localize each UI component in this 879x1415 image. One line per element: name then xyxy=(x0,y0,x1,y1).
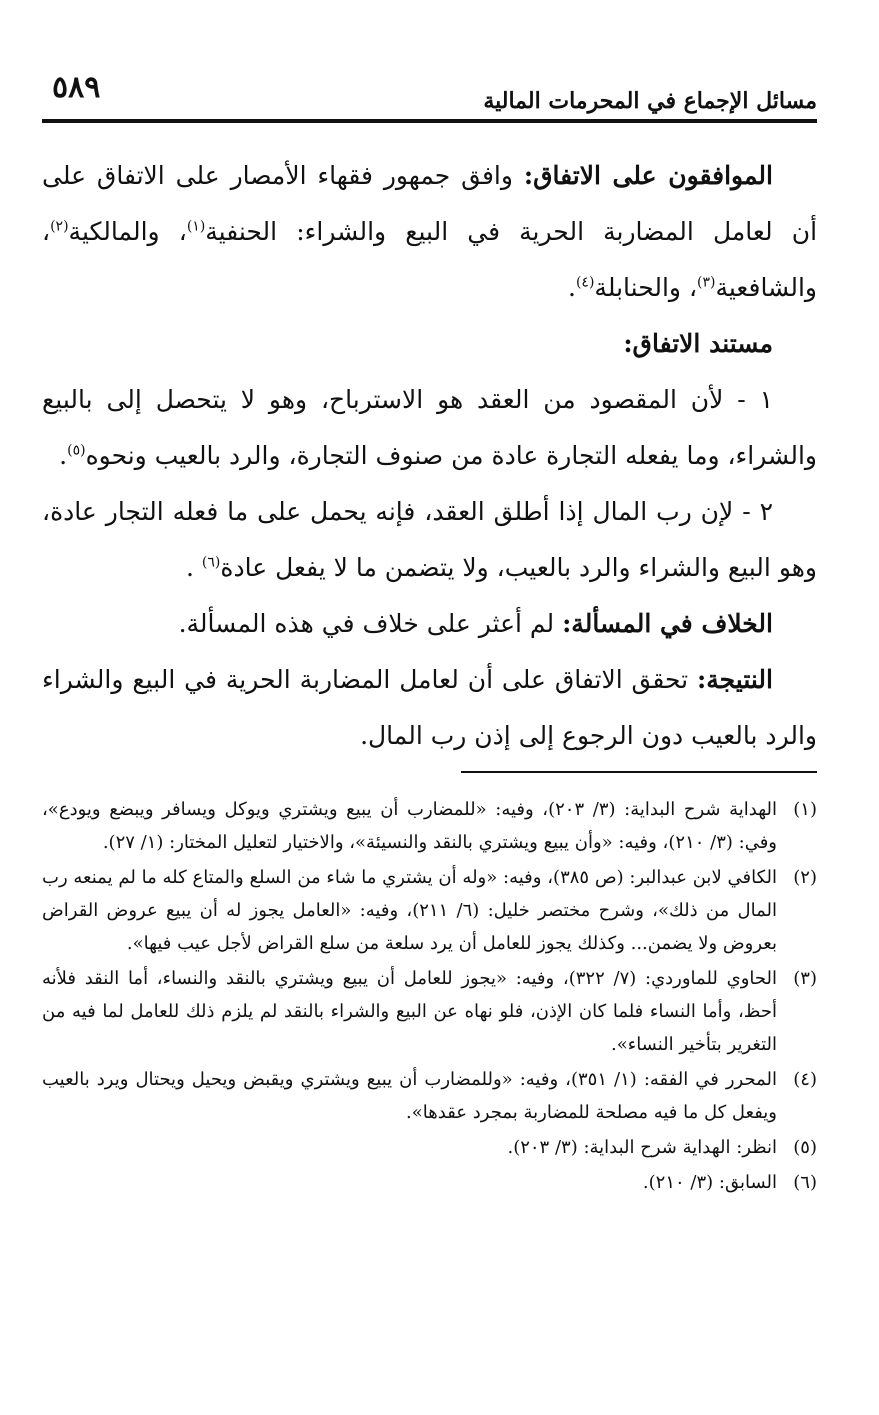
paragraph-text: ، والحنابلة xyxy=(594,273,698,302)
paragraph-text: ١ - لأن المقصود من العقد هو الاسترباح، وهو لا يتحصل إلى بالبيع والشراء، وما يفعله التجارة عادة من صنوف التجارة، والرد بالعيب ونحوه xyxy=(42,385,817,470)
paragraph-basis-2 xyxy=(42,484,817,596)
footnote-text: الكافي لابن عبدالبر: (ص ٣٨٥)، وفيه: «وله أن يشتري ما شاء من السلع والمتاع كله ما لم يمنعه رب المال من ذلك»، وشرح مختصر خليل: (٦/ ٢١١)، وفيه: «العامل يجوز له أن يبيع عروض القراض بعروض ولا يضمن... وكذلك يجوز للعامل أن يرد سلعة من سلع القراض لأجل عيب فيها». xyxy=(42,867,778,954)
header-rule xyxy=(42,119,817,123)
paragraph-heading: الخلاف في المسألة: xyxy=(562,609,773,638)
paragraph-text: ، والمالكية xyxy=(68,217,187,246)
paragraph-agreeing-scholars xyxy=(42,148,817,316)
paragraph-text: ، والشافعية xyxy=(42,217,817,302)
footnote xyxy=(42,1166,817,1199)
footnote-ref[interactable]: (١) xyxy=(186,218,206,235)
footnote-number: (٥) xyxy=(793,1137,817,1158)
paragraph-result xyxy=(42,652,817,764)
paragraph-heading: الموافقون على الاتفاق: xyxy=(523,161,773,190)
footnote-ref[interactable]: (٢) xyxy=(50,218,69,235)
footnote-number: (٣) xyxy=(793,968,817,989)
paragraph-text: ٢ - لإن رب المال إذا أطلق العقد، فإنه يحمل على ما فعله التجار عادة، وهو البيع والشراء والرد بالعيب، ولا يتضمن ما لا يفعل عادة xyxy=(42,497,817,582)
footnote-number: (٢) xyxy=(793,867,817,888)
footnote-ref[interactable]: (٦) xyxy=(201,554,221,571)
footnote xyxy=(42,1131,817,1164)
footnote xyxy=(42,793,817,859)
page-number: ٥٨٩ xyxy=(52,70,101,105)
footnote-text: انظر: الهداية شرح البداية: (٣/ ٢٠٣). xyxy=(507,1137,777,1158)
paragraph-text: . xyxy=(185,553,202,582)
running-title: مسائل الإجماع في المحرمات المالية xyxy=(483,88,817,114)
paragraph-text: وافق جمهور فقهاء الأمصار على الاتفاق على أن لعامل المضاربة الحرية في البيع والشراء: الحنفية xyxy=(42,161,818,246)
footnote xyxy=(42,861,817,960)
page-header xyxy=(42,62,817,118)
footnote-text: السابق: (٣/ ٢١٠). xyxy=(642,1172,777,1193)
footnote-ref[interactable]: (٣) xyxy=(697,274,716,291)
footnote-number: (٤) xyxy=(793,1069,817,1090)
footnote-ref[interactable]: (٥) xyxy=(67,442,86,459)
main-text xyxy=(42,148,817,764)
paragraph-text: تحقق الاتفاق على أن لعامل المضاربة الحرية في البيع والشراء والرد بالعيب دون الرجوع إلى إذن رب المال. xyxy=(42,665,817,750)
paragraph-basis-1 xyxy=(42,372,817,484)
footnote-number: (١) xyxy=(793,799,817,820)
paragraph-basis-heading xyxy=(42,316,817,372)
footnote-number: (٦) xyxy=(793,1172,817,1193)
footnote xyxy=(42,1063,817,1129)
paragraph-heading: النتيجة: xyxy=(697,665,773,694)
footnote-text: الهداية شرح البداية: (٣/ ٢٠٣)، وفيه: «للمضارب أن يبيع ويشتري ويوكل ويسافر ويبضع ويودع»، وفي: (٣/ ٢١٠)، وفيه: «وأن يبيع ويشتري بالنقد والنسيئة»، والاختيار لتعليل المختار: (١/ ٢٧). xyxy=(42,799,777,853)
paragraph-text: . xyxy=(59,441,68,470)
footnote-ref[interactable]: (٤) xyxy=(575,274,595,291)
footnote-text: الحاوي للماوردي: (٧/ ٣٢٢)، وفيه: «يجوز للعامل أن يبيع ويشتري بالنقد والنساء، أما النقد فلأنه أحظ، وأما النساء فلما كان الإذن، فلو نهاه عن البيع والشراء بالنقد لم يلزم ذلك للعامل لما فيه من التغرير بتأخير النساء». xyxy=(42,968,777,1055)
footnote-text: المحرر في الفقه: (١/ ٣٥١)، وفيه: «وللمضارب أن يبيع ويشتري ويقبض ويحيل ويحتال ويرد بالعيب ويفعل كل ما فيه مصلحة للمضاربة بمجرد عقدها». xyxy=(42,1069,777,1123)
paragraph-heading: مستند الاتفاق: xyxy=(623,329,773,358)
paragraph-text: لم أعثر على خلاف في هذه المسألة. xyxy=(178,609,563,638)
footnotes xyxy=(42,793,817,1201)
paragraph-disagreement xyxy=(42,596,817,652)
footnote-separator xyxy=(461,771,817,773)
paragraph-text: . xyxy=(568,273,576,302)
footnote xyxy=(42,962,817,1061)
